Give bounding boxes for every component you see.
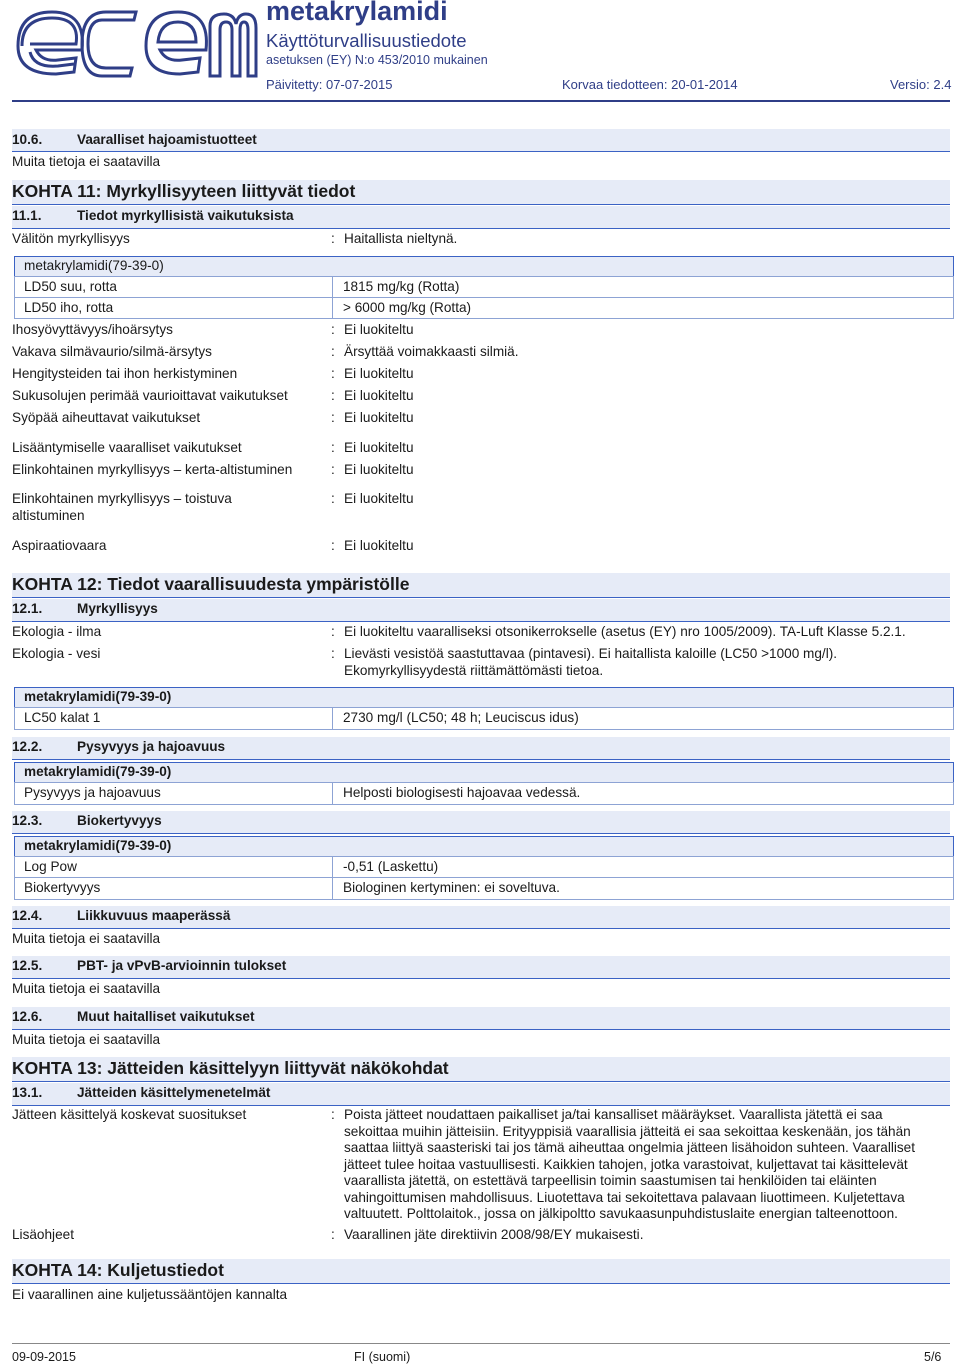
hazard-label: Ihosyövyttävyys/ihoärsytys <box>12 322 173 337</box>
acute-toxicity-label: Välitön myrkyllisyys <box>12 231 130 246</box>
version: Versio: 2.4 <box>890 77 952 92</box>
colon: : <box>331 322 335 337</box>
substance-name: metakrylamidi(79-39-0) <box>24 258 164 273</box>
updated-date: Päivitetty: 07-07-2015 <box>266 77 393 92</box>
eco-water-value: Lievästi vesistöä saastuttavaa (pintavesi). Ei haitallista kaloille (LC50 >1000 mg/l). Ekomyrkyllisyydestä riittämättömästi tietoa. <box>344 646 838 678</box>
subsection-title: Vaaralliset hajoamistuotteet <box>77 132 257 147</box>
subsection-title: Tiedot myrkyllisistä vaikutuksista <box>77 208 294 223</box>
no-data-text: Muita tietoja ei saatavilla <box>12 154 161 169</box>
subsection-title: Pysyvyys ja hajoavuus <box>77 739 226 754</box>
substance-name: metakrylamidi(79-39-0) <box>24 764 172 779</box>
logpow-label: Log Pow <box>24 859 77 874</box>
colon: : <box>331 1107 335 1122</box>
subsection-number: 12.5. <box>12 958 43 973</box>
subsection-number: 12.4. <box>12 908 43 923</box>
additional-info-value: Vaarallinen jäte direktiivin 2008/98/EY mukaisesti. <box>344 1227 644 1242</box>
hazard-label: Sukusolujen perimää vaurioittavat vaikutukset <box>12 388 288 403</box>
section-title-13: KOHTA 13: Jätteiden käsittelyyn liittyvät näkökohdat <box>12 1058 449 1078</box>
footer-language: FI (suomi) <box>354 1350 411 1364</box>
hazard-value: Ei luokiteltu <box>344 410 414 425</box>
subsection-title: Myrkyllisyys <box>77 601 158 616</box>
footer-date: 09-09-2015 <box>12 1350 76 1364</box>
regulation-text: asetuksen (EY) N:o 453/2010 mukainen <box>266 53 488 67</box>
waste-recommendation-value: Poista jätteet noudattaen paikalliset ja/tai kansalliset määräykset. Vaarallista jätettä ei saa sekoittaa muihin jätteisiin. Erityyppisiä vaarallisia jätteitä ei saa sekoittaa keskenään, jos tähän saattaa liittyä saasteriski tai jos tämä aiheuttaa ongelmia jätteen lisähoidon suhteen. Vaaralliset jätteet tulee hoitaa vastuullisesti. Kaikkien tahojen, jotka varastoivat, kuljettavat tai käsittelevät vaarallista jätettä, on estettävä tarpeellisin toimin saastumisen tai henkilöiden tai eläinten vahingoittumisen mahdollisuus. Liuotettava tai sekoitettava palavaan liuottimeen. Kuljetettava valtuutett. Polttolaitok., jossa on jälkipoltto savukaasunpuhdistuslaite energian talteenottoon. <box>344 1107 916 1221</box>
hazard-value: Ei luokiteltu <box>344 538 414 553</box>
acute-toxicity-value: Haitallista nieltynä. <box>344 231 458 246</box>
waste-recommendation-label: Jätteen käsittelyä koskevat suositukset <box>12 1107 247 1122</box>
bar-underline <box>12 1081 950 1082</box>
subsection-title: PBT- ja vPvB-arvioinnin tulokset <box>77 958 287 973</box>
hazard-value: Ei luokiteltu <box>344 491 414 506</box>
footer-divider <box>12 1343 950 1344</box>
bioaccumulation-label: Biokertyvyys <box>24 880 101 895</box>
bar-underline <box>12 928 950 929</box>
colon: : <box>331 491 335 506</box>
subsection-number: 12.3. <box>12 813 43 828</box>
header-divider <box>12 100 950 102</box>
hazard-label: Vakava silmävaurio/silmä-ärsytys <box>12 344 212 359</box>
ld50-oral-label: LD50 suu, rotta <box>24 279 117 294</box>
subsection-title: Liikkuvuus maaperässä <box>77 908 231 923</box>
ecem-logo <box>14 6 258 80</box>
colon: : <box>331 410 335 425</box>
hazard-label: Lisääntymiselle vaaralliset vaikutukset <box>12 440 242 455</box>
hazard-value: Ei luokiteltu <box>344 462 414 477</box>
colon: : <box>331 538 335 553</box>
hazard-label: Syöpää aiheuttavat vaikutukset <box>12 410 201 425</box>
logpow-value: -0,51 (Laskettu) <box>343 859 439 874</box>
ld50-dermal-value: > 6000 mg/kg (Rotta) <box>343 300 472 315</box>
no-data-text: Muita tietoja ei saatavilla <box>12 981 161 996</box>
hazard-label: Elinkohtainen myrkyllisyys – toistuva altistuminen <box>12 491 232 523</box>
subsection-number: 12.2. <box>12 739 43 754</box>
page-number: 5/6 <box>924 1350 942 1364</box>
eco-water-label: Ekologia - vesi <box>12 646 101 661</box>
subsection-number: 11.1. <box>12 208 42 223</box>
subsection-number: 12.6. <box>12 1009 43 1024</box>
bar-underline <box>12 1105 950 1106</box>
hazard-value: Ei luokiteltu <box>344 366 414 381</box>
lc50-label: LC50 kalat 1 <box>24 710 101 725</box>
bar-underline <box>12 1029 950 1030</box>
subsection-title: Muut haitalliset vaikutukset <box>77 1009 255 1024</box>
hazard-label: Elinkohtainen myrkyllisyys – kerta-altistuminen <box>12 462 293 477</box>
substance-name: metakrylamidi(79-39-0) <box>24 838 172 853</box>
bar-underline <box>12 978 950 979</box>
eco-air-label: Ekologia - ilma <box>12 624 102 639</box>
subsection-number: 12.1. <box>12 601 43 616</box>
bar-underline <box>12 759 950 760</box>
hazard-value: Ei luokiteltu <box>344 388 414 403</box>
document-type: Käyttöturvallisuustiedote <box>266 30 467 51</box>
ld50-dermal-label: LD50 iho, rotta <box>24 300 114 315</box>
bar-underline <box>12 621 950 622</box>
bar-underline <box>12 833 950 834</box>
subsection-title: Jätteiden käsittelymenetelmät <box>77 1085 271 1100</box>
section-title-11: KOHTA 11: Myrkyllisyyteen liittyvät tiedot <box>12 181 356 201</box>
colon: : <box>331 231 335 246</box>
bar-underline <box>12 151 950 152</box>
colon: : <box>331 462 335 477</box>
hazard-value: Ärsyttää voimakkaasti silmiä. <box>344 344 519 359</box>
colon: : <box>331 366 335 381</box>
section-title-12: KOHTA 12: Tiedot vaarallisuudesta ympäristölle <box>12 574 410 594</box>
no-data-text: Muita tietoja ei saatavilla <box>12 931 161 946</box>
hazard-value: Ei luokiteltu <box>344 322 414 337</box>
hazard-value: Ei luokiteltu <box>344 440 414 455</box>
product-title: metakrylamidi <box>266 0 448 26</box>
substance-name: metakrylamidi(79-39-0) <box>24 689 172 704</box>
subsection-title: Biokertyvyys <box>77 813 162 828</box>
bar-underline <box>12 597 950 598</box>
colon: : <box>331 440 335 455</box>
no-data-text: Muita tietoja ei saatavilla <box>12 1032 161 1047</box>
hazard-label: Hengitysteiden tai ihon herkistyminen <box>12 366 238 381</box>
colon: : <box>331 344 335 359</box>
replaces-date: Korvaa tiedotteen: 20-01-2014 <box>562 77 738 92</box>
additional-info-label: Lisäohjeet <box>12 1227 74 1242</box>
colon: : <box>331 388 335 403</box>
ld50-oral-value: 1815 mg/kg (Rotta) <box>343 279 460 294</box>
persistence-value: Helposti biologisesti hajoavaa vedessä. <box>343 785 581 800</box>
lc50-value: 2730 mg/l (LC50; 48 h; Leuciscus idus) <box>343 710 579 725</box>
bar-underline <box>12 204 950 205</box>
transport-text: Ei vaarallinen aine kuljetussääntöjen kannalta <box>12 1287 288 1302</box>
colon: : <box>331 646 335 661</box>
subsection-number: 13.1. <box>12 1085 43 1100</box>
subsection-number: 10.6. <box>12 132 43 147</box>
section-title-14: KOHTA 14: Kuljetustiedot <box>12 1260 224 1280</box>
colon: : <box>331 1227 335 1242</box>
bar-underline <box>12 228 950 229</box>
persistence-label: Pysyvyys ja hajoavuus <box>24 785 161 800</box>
bar-underline <box>12 1283 950 1284</box>
colon: : <box>331 624 335 639</box>
eco-air-value: Ei luokiteltu vaaralliseksi otsonikerrokselle (asetus (EY) nro 1005/2009). TA-Luft Klasse 5.2.1. <box>344 624 906 639</box>
bioaccumulation-value: Biologinen kertyminen: ei soveltuva. <box>343 880 560 895</box>
hazard-label: Aspiraatiovaara <box>12 538 107 553</box>
